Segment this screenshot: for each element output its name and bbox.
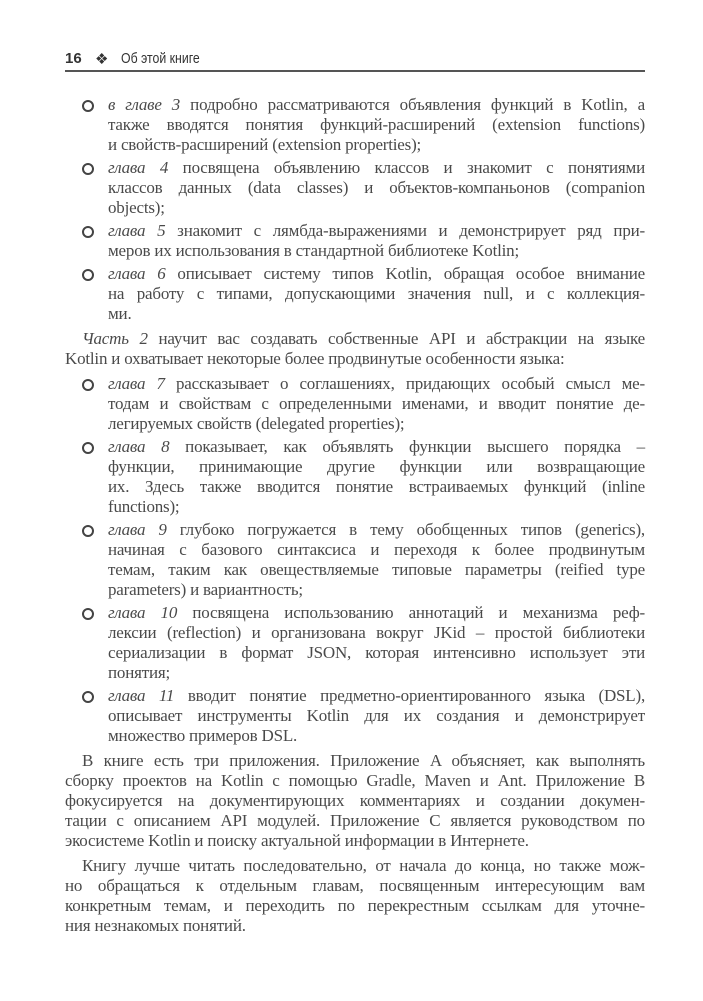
text-line: глава 5 знакомит с лямбда-выражениями и демонстрирует ряд при- bbox=[108, 221, 645, 240]
text-line: и свойств-расширений (extension properties); bbox=[108, 135, 422, 154]
text-line: классов данных (data classes) и объектов-компаньонов (companion bbox=[108, 178, 645, 197]
text-line: начиная с базового синтаксиса и переходя к более продвинутым bbox=[108, 540, 645, 559]
circle-bullet-icon bbox=[82, 691, 94, 703]
chapter-reference: глава 8 bbox=[108, 437, 170, 456]
circle-bullet-icon bbox=[82, 226, 94, 238]
circle-bullet-icon bbox=[82, 525, 94, 537]
running-title: Об этой книге bbox=[121, 50, 200, 67]
text-line: глава 8 показывает, как объявлять функции высшего порядка – bbox=[108, 437, 645, 456]
text-line: parameters) и вариантность; bbox=[108, 580, 303, 599]
text-line: экосистеме Kotlin и поиску актуальной информации в Интернете. bbox=[65, 831, 529, 850]
text-line: глава 9 глубоко погружается в тему обобщенных типов (generics), bbox=[108, 520, 645, 539]
bulleted-list bbox=[65, 374, 645, 746]
bulleted-list bbox=[65, 95, 645, 324]
circle-bullet-icon bbox=[82, 100, 94, 112]
page-body bbox=[65, 92, 645, 941]
text-line: глава 11 вводит понятие предметно-ориентированного языка (DSL), bbox=[108, 686, 646, 705]
text-line: ми. bbox=[108, 304, 132, 323]
text-line: на работу с типами, допускающими значения null, и с коллекция- bbox=[108, 284, 645, 303]
ornament-icon: ❖ bbox=[95, 51, 109, 68]
circle-bullet-icon bbox=[82, 608, 94, 620]
list-item bbox=[65, 686, 645, 746]
text-line: глава 4 посвящена объявлению классов и знакомит с понятиями bbox=[108, 158, 645, 177]
text-line: множество примеров DSL. bbox=[108, 726, 298, 745]
paragraph bbox=[65, 329, 645, 369]
text-line: темам, таким как овеществляемые типовые параметры (reified type bbox=[108, 560, 645, 579]
text-line: functions); bbox=[108, 497, 180, 516]
text-line: понятия; bbox=[108, 663, 170, 682]
chapter-reference: в главе 3 bbox=[108, 95, 181, 114]
chapter-reference: глава 6 bbox=[108, 264, 166, 283]
chapter-reference: глава 5 bbox=[108, 221, 166, 240]
text-line: глава 7 рассказывает о соглашениях, придающих особый смысл ме- bbox=[108, 374, 645, 393]
chapter-reference: глава 11 bbox=[108, 686, 175, 705]
text-line: Kotlin и охватывает некоторые более продвинутые особенности языка: bbox=[65, 349, 565, 368]
list-item bbox=[65, 374, 645, 434]
list-item bbox=[65, 603, 645, 683]
text-line: ния незнакомых понятий. bbox=[65, 916, 246, 935]
text-line: тодам и свойствам с определенными именами, и вводит понятие де- bbox=[108, 394, 645, 413]
running-header bbox=[65, 50, 645, 72]
list-item bbox=[65, 437, 645, 517]
chapter-reference: глава 9 bbox=[108, 520, 167, 539]
text-line: Книгу лучше читать последовательно, от начала до конца, но также мож- bbox=[82, 856, 645, 875]
list-item bbox=[65, 95, 645, 155]
text-line: функции, принимающие другие функции или возвращающие bbox=[108, 457, 645, 476]
text-line: лексии (reflection) и организована вокруг JKid – простой библиотеки bbox=[108, 623, 645, 642]
text-line: objects); bbox=[108, 198, 165, 217]
chapter-reference: глава 4 bbox=[108, 158, 169, 177]
circle-bullet-icon bbox=[82, 269, 94, 281]
paragraph bbox=[65, 856, 645, 936]
chapter-reference: глава 10 bbox=[108, 603, 178, 622]
list-item bbox=[65, 221, 645, 261]
text-line: сериализации в формат JSON, которая интенсивно использует эти bbox=[108, 643, 645, 662]
text-line: в главе 3 подробно рассматриваются объявления функций в Kotlin, а bbox=[108, 95, 645, 114]
paragraph bbox=[65, 751, 645, 851]
text-line: но обращаться к отдельным главам, посвященным интересующим вам bbox=[65, 876, 645, 895]
text-line: сборку проектов на Kotlin с помощью Gradle, Maven и Ant. Приложение B bbox=[65, 771, 645, 790]
chapter-reference: Часть 2 bbox=[82, 329, 148, 348]
text-line: легируемых свойств (delegated properties); bbox=[108, 414, 405, 433]
page-number: 16 bbox=[65, 50, 82, 67]
text-line: меров их использования в стандартной библиотеке Kotlin; bbox=[108, 241, 519, 260]
text-line: Часть 2 научит вас создавать собственные API и абстракции на языке bbox=[82, 329, 645, 348]
text-line: фокусируется на документирующих комментариях и создании докумен- bbox=[65, 791, 645, 810]
text-line: конкретным темам, и переходить по перекрестным ссылкам для уточне- bbox=[65, 896, 645, 915]
list-item bbox=[65, 264, 645, 324]
text-line: также вводятся понятия функций-расширений (extension functions) bbox=[108, 115, 645, 134]
circle-bullet-icon bbox=[82, 163, 94, 175]
text-line: В книге есть три приложения. Приложение A объясняет, как выполнять bbox=[82, 751, 645, 770]
circle-bullet-icon bbox=[82, 442, 94, 454]
text-line: их. Здесь также вводится понятие встраиваемых функций (inline bbox=[108, 477, 645, 496]
text-line: тации с описанием API модулей. Приложение C является руководством по bbox=[65, 811, 645, 830]
chapter-reference: глава 7 bbox=[108, 374, 165, 393]
text-line: глава 10 посвящена использованию аннотаций и механизма реф- bbox=[108, 603, 645, 622]
list-item bbox=[65, 520, 645, 600]
circle-bullet-icon bbox=[82, 379, 94, 391]
text-line: описывает инструменты Kotlin для их создания и демонстрирует bbox=[108, 706, 645, 725]
list-item bbox=[65, 158, 645, 218]
text-line: глава 6 описывает систему типов Kotlin, обращая особое внимание bbox=[108, 264, 645, 283]
